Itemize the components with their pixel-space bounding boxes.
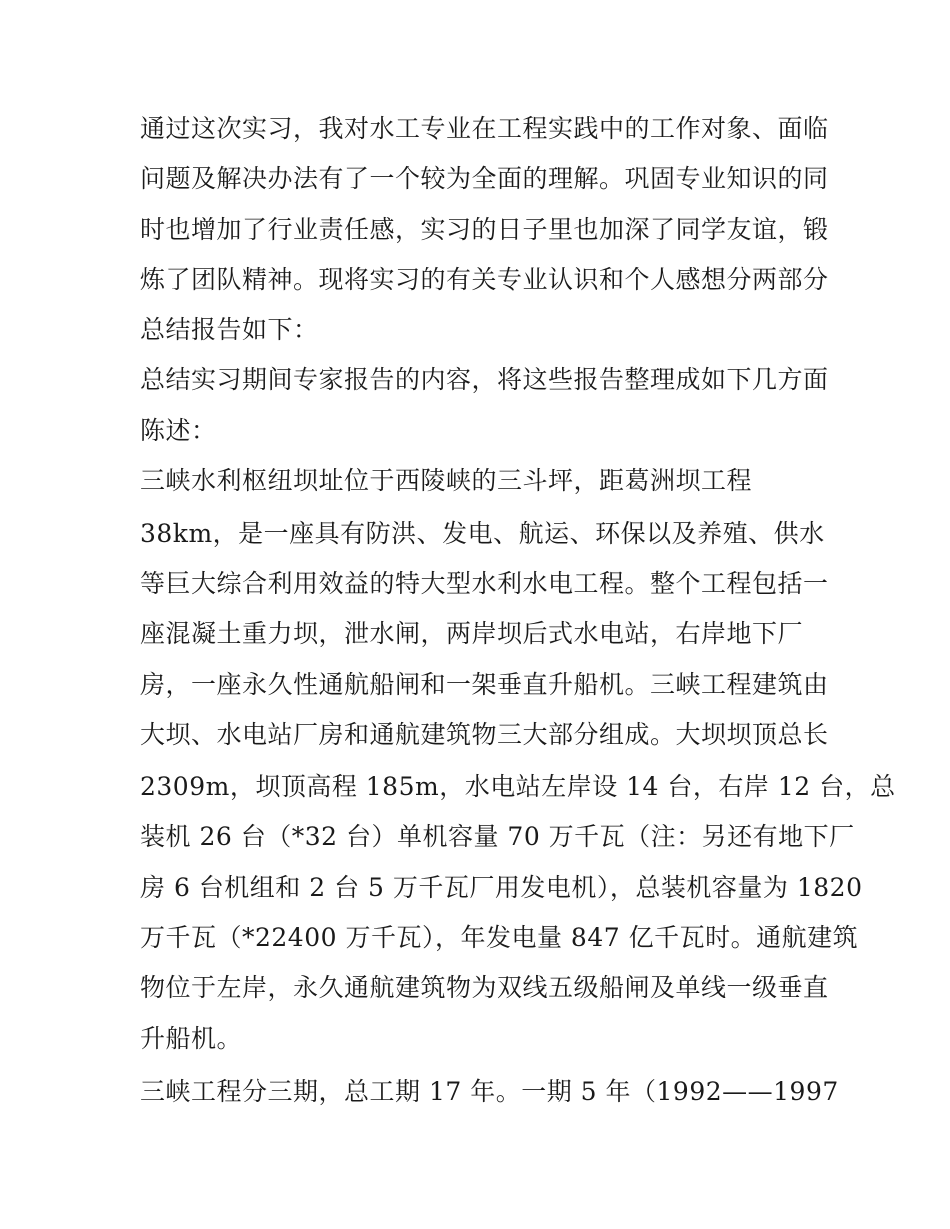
text-line-1: 通过这次实习，我对水工专业在工程实践中的工作对象、面临 [140, 114, 829, 143]
text-line-16: 房 6 台机组和 2 台 5 万千瓦厂用发电机），总装机容量为 1820 [140, 873, 863, 902]
text-line-5: 总结报告如下： [140, 315, 319, 344]
text-line-12: 房，一座永久性通航船闸和一架垂直升船机。三峡工程建筑由 [140, 670, 829, 699]
text-line-19: 升船机。 [140, 1024, 243, 1053]
text-line-3: 时也增加了行业责任感，实习的日子里也加深了同学友谊，锻 [140, 215, 829, 244]
text-line-18: 物位于左岸，永久通航建筑物为双线五级船闸及单线一级垂直 [140, 973, 829, 1002]
text-line-15: 装机 26 台（*32 台）单机容量 70 万千瓦（注：另还有地下厂 [140, 822, 855, 851]
text-line-20: 三峡工程分三期，总工期 17 年。一期 5 年（1992——1997 [140, 1077, 839, 1106]
text-line-17: 万千瓦（*22400 万千瓦），年发电量 847 亿千瓦时。通航建筑 [140, 923, 859, 952]
text-line-8: 三峡水利枢纽坝址位于西陵峡的三斗坪，距葛洲坝工程 [140, 466, 753, 495]
text-line-6: 总结实习期间专家报告的内容，将这些报告整理成如下几方面 [140, 365, 829, 394]
text-line-13: 大坝、水电站厂房和通航建筑物三大部分组成。大坝坝顶总长 [140, 720, 829, 749]
text-line-9: 38km，是一座具有防洪、发电、航运、环保以及养殖、供水 [140, 519, 825, 548]
text-line-2: 问题及解决办法有了一个较为全面的理解。巩固专业知识的同 [140, 164, 829, 193]
text-line-4: 炼了团队精神。现将实习的有关专业认识和个人感想分两部分 [140, 265, 829, 294]
text-line-11: 座混凝土重力坝，泄水闸，两岸坝后式水电站，右岸地下厂 [140, 619, 804, 648]
text-line-14: 2309m，坝顶高程 185m，水电站左岸设 14 台，右岸 12 台，总 [140, 772, 896, 801]
text-line-7: 陈述： [140, 416, 217, 445]
text-line-10: 等巨大综合利用效益的特大型水利水电工程。整个工程包括一 [140, 569, 829, 598]
